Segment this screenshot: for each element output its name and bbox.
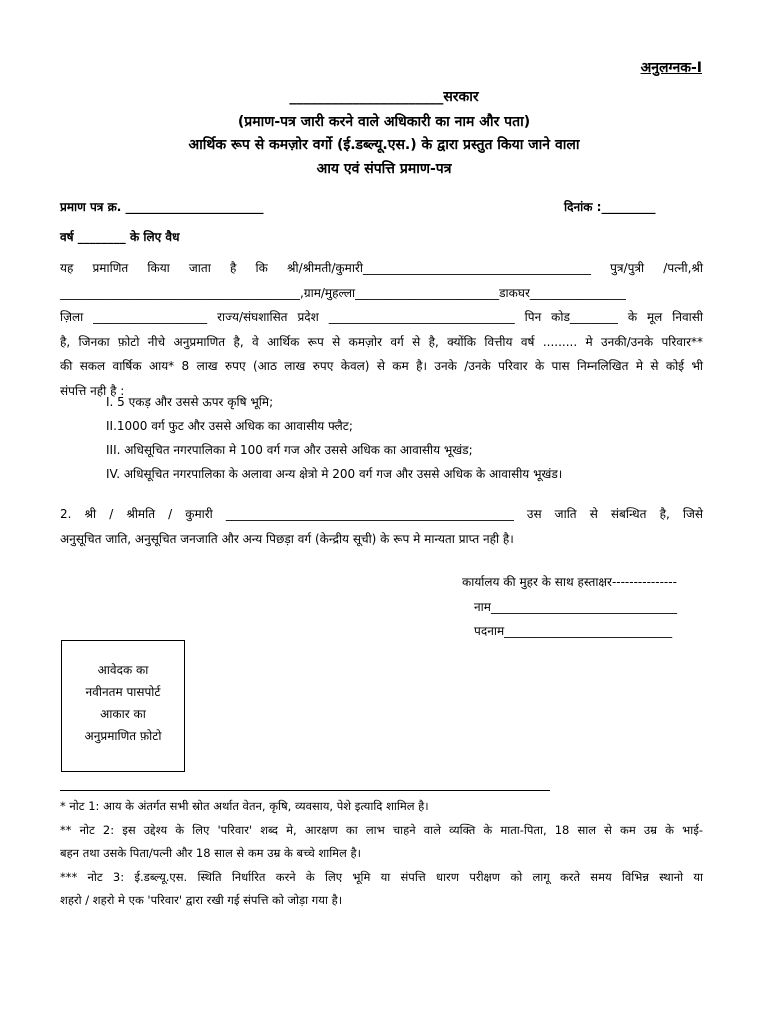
caste-paragraph [60,502,703,551]
footnote-divider [60,790,550,791]
issuing-authority-line: (प्रमाण-पत्र जारी करने वाले अधिकारी का नाम और पता) [237,114,531,130]
paragraph-line: ________________________________________,ग्राम/मुहल्ला________________________डाकघर________________ [60,285,626,300]
paragraph-line: की सकल वार्षिक आय* 8 लाख रुपए (आठ लाख रुपए केवल) से कम है। उनके /उनके परिवार के पास निम्नलिखित मे से कोई भी [60,359,703,373]
signature-block [462,570,677,644]
certificate-number-field: प्रमाण पत्र क्र. _______________________ [60,200,264,214]
paragraph-line: है, जिनका फ़ोटो नीचे अनुप्रमाणित है, वे आर्थिक रूप से कमज़ोर वर्ग से है, क्योंकि वित्तीय वर्ष ......... मे उनकी/उनके परिवार** [60,334,703,349]
name-field: नाम_______________________________ [474,599,677,614]
list-item: II.1000 वर्ग फुट और उससे अधिक का आवासीय फ्लैट; [106,419,353,433]
footnotes [60,795,703,913]
property-list [106,390,562,486]
paragraph-line: यह प्रमाणित किया जाता है कि श्री/श्रीमती/कुमारी______________________________________ पुत्र/पुत्री /पत्नी,श्री [60,261,703,275]
photo-box-line: अनुप्रमाणित फ़ोटो [84,729,162,743]
certificate-title-line2: आय एवं संपत्ति प्रमाण-पत्र [316,161,452,177]
photo-box-line: आवेदक का [97,663,149,677]
paragraph-line: 2. श्री / श्रीमति / कुमारी ________________________________________________ उस जाति से संबन्धित है, जिसे [60,507,703,521]
annexure-label: अनुलग्नक-I [640,60,702,76]
certificate-title-line1: आर्थिक रूप से कमज़ोर वर्गो (ई.डब्ल्यू.एस.) के द्वारा प्रस्तुत किया जाने वाला [188,137,580,153]
footnote-line: शहरो / शहरो मे एक 'परिवार' द्वारा रखी गई संपत्ति को जोड़ा गया है। [60,893,343,907]
seal-signature-line: कार्यालय की मुहर के साथ हस्ताक्षर--------------- [462,575,677,589]
valid-year-field: वर्ष ________ के लिए वैध [60,230,180,244]
photo-box-line: नवीनतम पासपोर्ट [85,685,161,699]
list-item: IV. अधिसूचित नगरपालिका के अलावा अन्य क्षेत्रो मे 200 वर्ग गज और उससे अधिक के आवासीय भूखंड। [106,467,563,481]
list-item: I. 5 एकड़ और उससे ऊपर कृषि भूमि; [106,395,274,409]
certification-paragraph [60,256,703,403]
photo-box-line: आकार का [100,707,146,721]
footnote-line: *** नोट 3: ई.डब्ल्यू.एस. स्थिति निर्धारित करने के लिए भूमि या संपत्ति धारण परीक्षण को लागू करते समय विभिन्न स्थानो या [60,869,703,884]
photo-placeholder-box [61,640,185,772]
footnote-line: ** नोट 2: इस उद्देश्य के लिए 'परिवार' शब्द मे, आरक्षण का लाभ चाहने वाले व्यक्ति के माता-पिता, 18 साल से कम उम्र के भाई- [60,822,703,837]
paragraph-line: संपत्ति नही है : [60,383,125,398]
designation-field: पदनाम____________________________ [474,624,673,638]
footnote-line: बहन तथा उसके पिता/पत्नी और 18 साल से कम उम्र के बच्चे शामिल है। [60,846,361,860]
list-item: III. अधिसूचित नगरपालिका मे 100 वर्ग गज और उससे अधिक का आवासीय भूखंड; [106,443,473,457]
footnote-line: * नोट 1: आय के अंतर्गत सभी स्रोत अर्थात वेतन, कृषि, व्यवसाय, पेशे इत्यादि शामिल है। [60,799,429,813]
paragraph-line: अनुसूचित जाति, अनुसूचित जनजाति और अन्य पिछड़ा वर्ग (केन्द्रीय सूची) के रूप मे मान्यता प्राप्त नही है। [60,531,514,546]
government-line: ______________________सरकार [289,89,479,105]
date-field: दिनांक :_________ [564,200,656,214]
paragraph-line: ज़िला ___________________ राज्य/संघशासित प्रदेश _______________________________ पिन कोड________ के मूल निवासी [60,310,703,324]
